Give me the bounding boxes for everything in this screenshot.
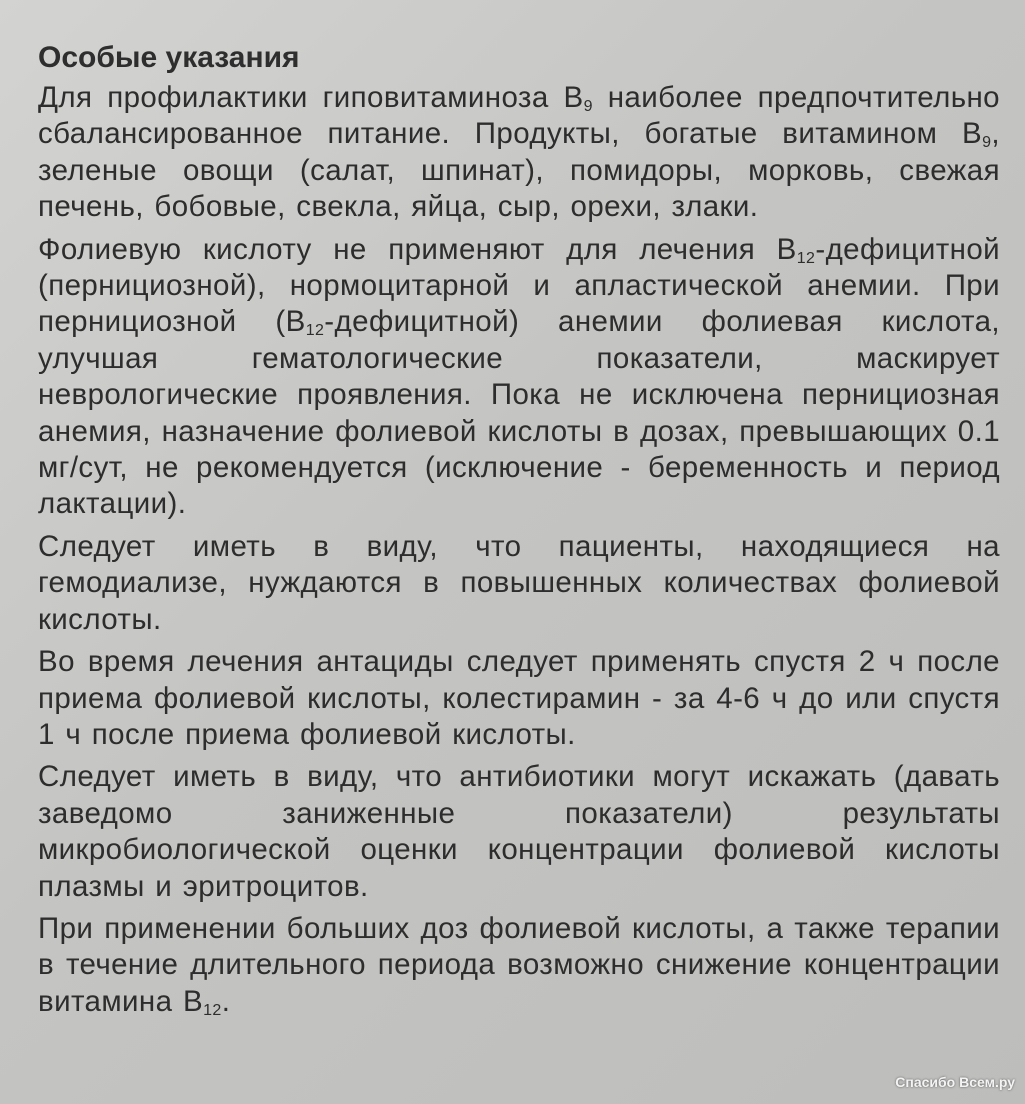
instructions-section xyxy=(38,38,1000,1026)
paragraph xyxy=(38,911,1000,1020)
paragraph-text: Следует иметь в виду, что антибиотики могут искажать (давать заведомо заниженные показатели) результаты микробиологической оценки концентрации фолиевой кислоты плазмы и эритроцитов. xyxy=(38,760,1000,903)
subscript: 9 xyxy=(982,134,992,152)
paragraph xyxy=(38,232,1000,523)
paragraph xyxy=(38,644,1000,753)
paragraph-text: Фолиевую кислоту не применяют для лечения В xyxy=(38,232,797,266)
paragraph xyxy=(38,759,1000,905)
paragraph-text: -дефицитной (пернициозной), нормоцитарной и апластической анемии. При пернициозной (В xyxy=(38,232,1000,339)
subscript: 9 xyxy=(583,98,593,115)
paragraph-text: Следует иметь в виду, что пациенты, находящиеся на гемодиализе, нуждаются в повышенных количествах фолиевой кислоты. xyxy=(38,529,1000,636)
paragraph xyxy=(38,529,1000,638)
paragraph-list xyxy=(38,80,1000,1020)
paragraph-text: -дефицитной) анемии фолиевая кислота, улучшая гематологические показатели, маскирует неврологические проявления. Пока не исключена пернициозная анемия, назначение фолиевой кислоты в дозах, превышающих 0.1 мг/сут, не рекомендуется (исключение - беременность и период лактации). xyxy=(38,305,1000,521)
paragraph-text: Во время лечения антациды следует применять спустя 2 ч после приема фолиевой кислоты, колестирамин - за 4-6 ч до или спустя 1 ч после приема фолиевой кислоты. xyxy=(38,645,1000,751)
paragraph-text: , зеленые овощи (салат, шпинат), помидоры, морковь, свежая печень, бобовые, свекла, яйца, сыр, орехи, злаки. xyxy=(38,117,1000,224)
section-heading: Особые указания xyxy=(38,41,300,74)
paragraph xyxy=(38,80,1000,226)
paragraph-text: При применении больших доз фолиевой кислоты, а также терапии в течение длительного периода возможно снижение концентрации витамина В xyxy=(38,911,1000,1018)
subscript: 12 xyxy=(203,1001,222,1019)
paragraph-text: Для профилактики гиповитаминоза В xyxy=(38,81,584,114)
paragraph-text: . xyxy=(221,984,231,1018)
subscript: 12 xyxy=(305,322,325,340)
site-watermark: Спасибо Всем.ру xyxy=(895,1074,1015,1090)
paragraph-text: наиболее предпочтительно сбалансированное питание. Продукты, богатые витамином В xyxy=(38,81,1000,151)
subscript: 12 xyxy=(796,249,816,267)
